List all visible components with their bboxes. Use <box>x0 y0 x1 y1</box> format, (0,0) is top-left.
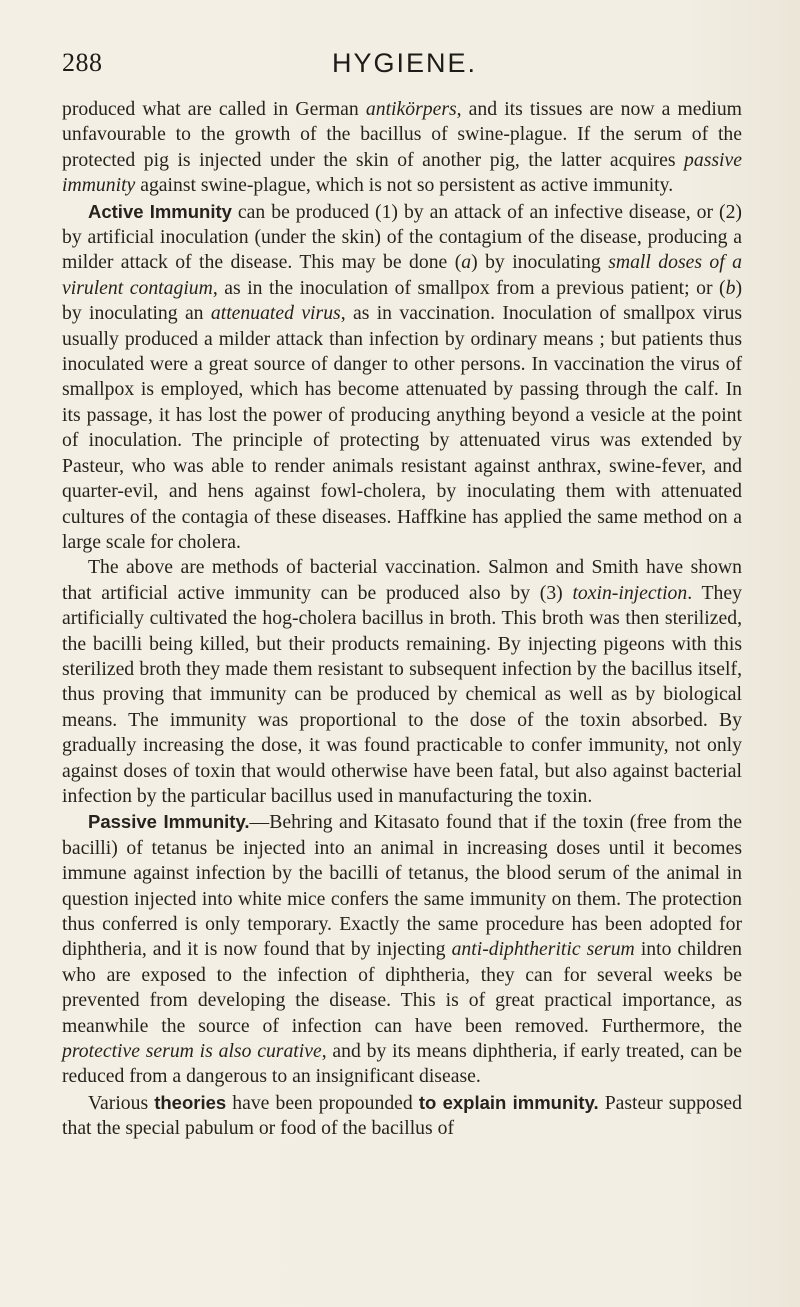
italic-term: small doses of a virulent contagium <box>62 251 742 299</box>
body-text <box>62 97 742 1142</box>
text-run: ) by inoculating <box>471 251 609 274</box>
paragraph <box>62 1090 742 1142</box>
paragraph <box>62 809 742 1089</box>
text-run: . They artificially cultivated the hog-cholera bacillus in broth. This broth was then sterilized, the bacilli being killed, but their products remaining. By injecting pigeons with this sterilized broth they made them resistant to subsequent infection by the bacillus itself, thus proving that immunity can be produced by chemical as well as by biological means. The immunity was proportional to the dose of the toxin absorbed. By gradually increasing the dose, it was found practicable to confer immunity, not only against doses of toxin that would otherwise have been fatal, but also against bacterial infection by the particular bacillus used in manufacturing the toxin. <box>62 581 742 807</box>
text-run: , and by its means diphtheria, if early treated, can be reduced from a dangerous to an insignificant disease. <box>62 1040 743 1088</box>
text-run: The above are methods of bacterial vaccination. Salmon and Smith have shown that artificial active immunity can be produced also by (3) <box>62 556 742 604</box>
page-header <box>62 48 742 88</box>
italic-term: passive immunity <box>62 148 742 197</box>
text-run: —Behring and Kitasato found that if the toxin (free from the bacilli) of tetanus be injected into an animal in increasing doses until it becomes immune against infection by the bacilli of tetanus, the blood serum of the animal in question injected into white mice confers the same immunity on them. The protection thus conferred is only temporary. Exactly the same procedure has been adopted for diphtheria, and it is now found that by injecting <box>62 811 742 961</box>
text-run: ) by inoculating an <box>62 276 742 325</box>
text-run: , and its tissues are now a medium unfavourable to the growth of the bacillus of swine-plague. If the serum of the protected pig is injected under the skin of another pig, the latter acquires <box>62 98 743 171</box>
italic-term: attenuated virus <box>210 302 341 325</box>
section-heading-active-immunity: Active Immunity <box>88 200 232 222</box>
section-heading-passive-immunity: Passive Immunity. <box>88 811 250 833</box>
text-run: Various <box>88 1091 155 1114</box>
bold-term: to explain immunity. <box>418 1091 599 1113</box>
running-head: HYGIENE. <box>332 48 478 78</box>
text-run: Pasteur supposed that the special pabulum or food of the bacillus of <box>62 1091 742 1140</box>
italic-term: anti-diphtheritic serum <box>451 938 635 961</box>
italic-term: a <box>461 251 472 274</box>
text-run: have been propounded <box>226 1091 419 1114</box>
text-run: produced what are called in German <box>62 98 366 120</box>
text-run: , as in the inoculation of smallpox from a previous patient; or ( <box>212 276 726 299</box>
page-number: 288 <box>62 48 103 77</box>
text-run: , as in vaccination. Inoculation of smallpox virus usually produced a milder attack than infection by ordinary means ; but patients thus inoculated were a great source of danger to other persons. In vaccination the virus of smallpox is employed, which has become attenuated by passing through the calf. In its passage, it has lost the power of producing anything beyond a vesicle at the point of inoculation. The principle of protecting by attenuated virus was extended by Pasteur, who was able to render animals resistant against anthrax, swine-fever, and quarter-evil, and hens against fowl-cholera, by inoculating them with attenuated cultures of the contagia of these diseases. Haffkine has applied the same method on a large scale for cholera. <box>62 302 742 553</box>
italic-term: antikörpers <box>365 98 457 120</box>
italic-term: protective serum is also curative <box>62 1040 322 1063</box>
italic-term: toxin-injection <box>572 581 688 604</box>
paragraph <box>62 555 742 809</box>
text-run: into children who are exposed to the infection of diphtheria, they can for several weeks be prevented from developing the disease. This is of great practical importance, as meanwhile the source of infection can have been removed. Furthermore, the <box>62 938 742 1037</box>
bold-term: theories <box>154 1091 227 1113</box>
paragraph <box>62 97 742 199</box>
text-run: against swine-plague, which is not so persistent as active immunity. <box>135 174 674 197</box>
italic-term: b <box>725 276 736 299</box>
text-run: can be produced (1) by an attack of an infective disease, or (2) by artificial inoculation (under the skin) of the contagium of the disease, producing a milder attack of the disease. This may be done ( <box>62 200 742 274</box>
paragraph <box>62 199 742 556</box>
